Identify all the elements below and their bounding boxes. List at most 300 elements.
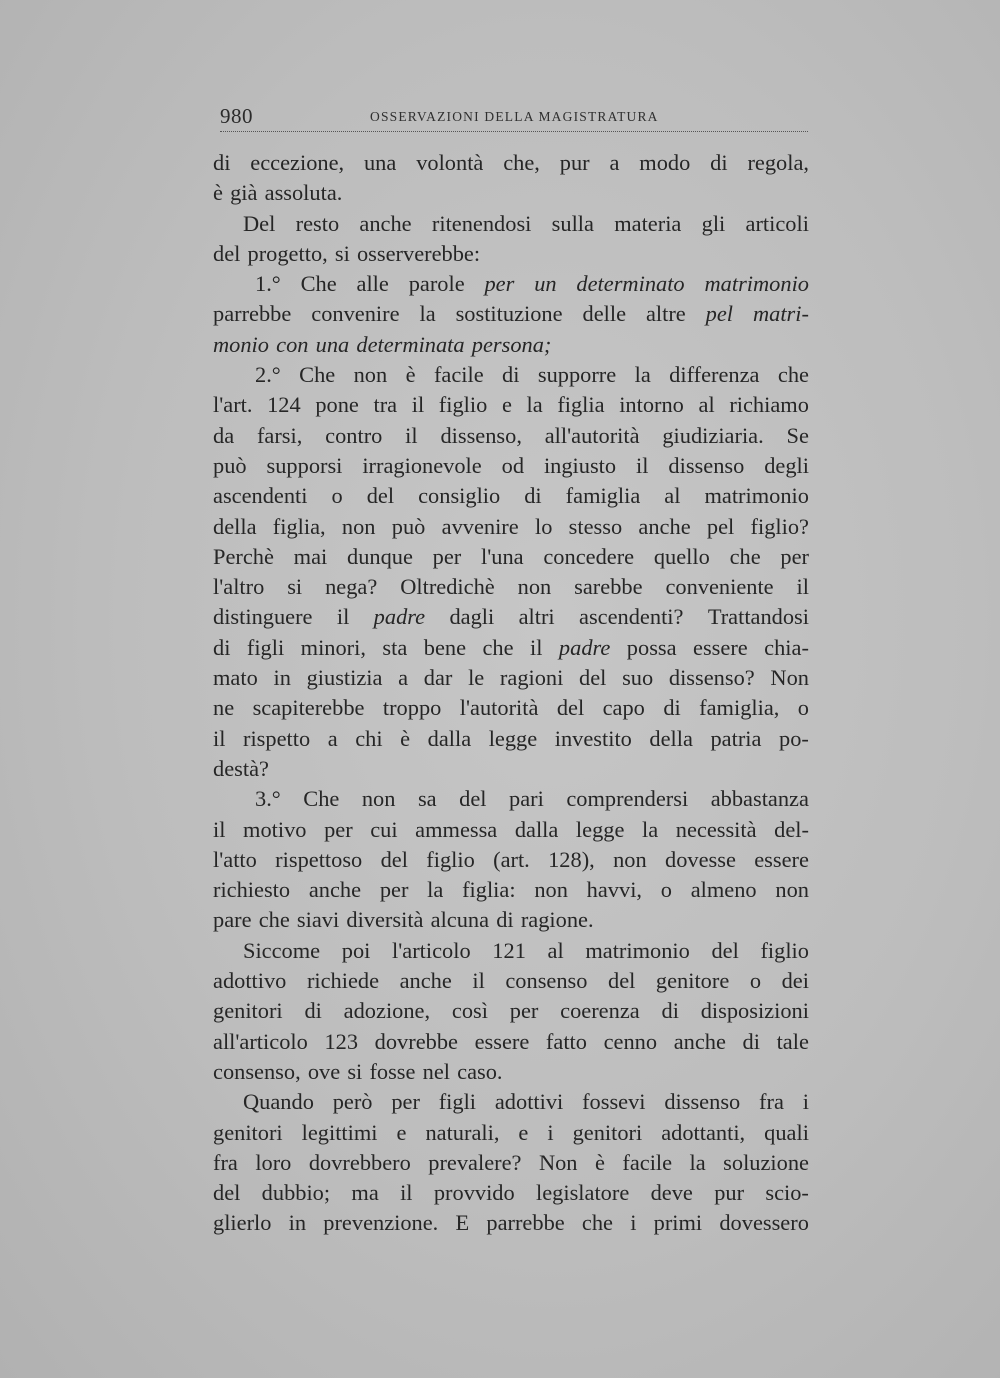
text-word: necessità — [675, 816, 757, 842]
text-word: modo — [639, 150, 691, 175]
text-word: dissenso? — [668, 665, 755, 691]
text-word: disposizioni — [700, 998, 809, 1024]
text-word: destà? — [213, 755, 269, 781]
text-word: ritenendosi — [431, 210, 532, 236]
text-line — [213, 754, 809, 784]
text-word: per — [484, 271, 515, 297]
text-word: persona; — [471, 331, 552, 357]
text-word: scio- — [765, 1180, 809, 1206]
text-word: in — [273, 665, 291, 691]
text-line — [213, 330, 809, 360]
text-word: sa — [417, 786, 437, 812]
text-word: il — [213, 725, 226, 751]
text-word: si — [287, 574, 303, 600]
text-word: farsi, — [256, 422, 303, 448]
text-word: conveniente — [665, 574, 774, 600]
text-word: per — [379, 877, 409, 903]
text-word: determinato — [576, 271, 685, 297]
text-word: determinata — [356, 331, 465, 357]
text-word: dunque — [347, 543, 413, 569]
text-word: che — [729, 543, 761, 569]
text-word: abbastanza — [710, 786, 809, 812]
text-word: sostituzione — [455, 301, 563, 327]
text-word: dei — [781, 968, 809, 994]
text-word: facile — [433, 362, 484, 388]
text-word: 1.° — [255, 271, 281, 297]
text-word: motivo — [243, 816, 307, 842]
text-word: non — [775, 877, 809, 903]
text-word: adottivo — [213, 968, 287, 994]
text-word: a — [609, 150, 620, 175]
text-word: al — [547, 937, 564, 963]
text-word: pel — [706, 513, 735, 539]
text-word: minori, — [300, 634, 366, 660]
text-word: richiede — [306, 968, 380, 994]
text-word: del — [213, 240, 241, 266]
text-line — [213, 239, 809, 269]
text-word: da — [213, 422, 235, 448]
text-word: legittimi — [301, 1119, 378, 1145]
text-word: dissenso — [668, 452, 745, 478]
text-word: non — [534, 877, 568, 903]
text-word: E — [455, 1210, 470, 1236]
text-line — [213, 572, 809, 602]
text-word: parrebbe — [213, 301, 292, 327]
text-word: Che — [300, 271, 337, 297]
text-word: e — [396, 1119, 407, 1145]
text-word: avvenire — [441, 513, 519, 539]
text-word: famiglia — [565, 483, 641, 509]
text-word: il — [636, 452, 649, 478]
text-word: che — [258, 907, 290, 933]
running-head: OSSERVAZIONI DELLA MAGISTRATURA — [370, 109, 659, 124]
text-word: già — [230, 180, 258, 206]
text-word: ascendenti? — [579, 604, 684, 630]
text-word: legge — [575, 816, 625, 842]
text-word: (art. — [493, 846, 530, 872]
text-word: è — [594, 1149, 605, 1175]
text-word: il — [336, 604, 350, 630]
text-word: può — [213, 452, 247, 478]
text-word: che — [581, 1210, 613, 1236]
text-word: capo — [602, 695, 645, 721]
text-word: provvido — [433, 1180, 515, 1206]
text-word: o — [749, 968, 762, 994]
text-word: mato — [213, 665, 258, 691]
text-word: per — [509, 998, 539, 1024]
text-line — [213, 390, 809, 420]
text-word: figlio — [438, 392, 488, 418]
text-word: di — [663, 695, 681, 721]
text-word: dovessero — [719, 1210, 809, 1236]
text-word: la — [634, 362, 651, 388]
text-word: consiglio — [418, 483, 501, 509]
text-word: giustizia — [306, 665, 383, 691]
text-word: Perchè — [213, 543, 274, 569]
text-line — [213, 299, 809, 329]
text-word: è — [405, 362, 416, 388]
text-word: ma — [351, 1180, 379, 1206]
text-word: cenno — [603, 1028, 658, 1054]
text-word: sulla — [551, 210, 594, 236]
text-word: di — [496, 907, 514, 933]
text-word: e — [518, 1119, 529, 1145]
text-line — [213, 209, 809, 239]
text-line — [213, 360, 809, 390]
text-line — [213, 178, 809, 208]
text-word: primi — [653, 1210, 703, 1236]
text-word: della — [213, 513, 257, 539]
text-word: dovesse — [665, 846, 736, 872]
text-word: le — [468, 665, 485, 691]
text-line — [213, 148, 809, 178]
text-word: 128), — [548, 846, 595, 872]
text-word: una — [363, 150, 397, 175]
text-word: ne — [213, 695, 235, 721]
text-word: facile — [622, 1149, 673, 1175]
text-word: assoluta. — [264, 180, 343, 206]
text-word: la — [419, 301, 436, 327]
text-word: differenza — [669, 362, 760, 388]
text-word: irragionevole — [362, 452, 482, 478]
text-word: scapiterebbe — [252, 695, 365, 721]
text-word: Non — [538, 1149, 578, 1175]
text-word: Siccome — [243, 937, 321, 963]
text-word: a — [327, 725, 338, 751]
text-word: degli — [764, 452, 809, 478]
text-word: legge — [488, 725, 538, 751]
text-word: nega? — [325, 574, 378, 600]
text-word: con — [276, 331, 309, 357]
text-word: figli — [246, 634, 285, 660]
text-word: ove — [307, 1058, 341, 1084]
text-line — [213, 815, 809, 845]
text-word: il — [411, 392, 425, 418]
text-word: per — [391, 1089, 420, 1115]
text-word: dalla — [427, 725, 472, 751]
text-word: l'altro — [213, 574, 265, 600]
text-line — [213, 845, 809, 875]
text-word: eccezione, — [250, 150, 345, 175]
text-word: del — [556, 695, 585, 721]
text-word: consenso, — [213, 1058, 301, 1084]
text-word: anche — [308, 877, 362, 903]
text-word: del — [608, 968, 636, 994]
text-word: prevenzione. — [323, 1210, 439, 1236]
text-word: po- — [779, 725, 809, 751]
text-line — [213, 512, 809, 542]
text-line — [213, 269, 809, 299]
text-word: però — [332, 1089, 373, 1115]
text-word: i — [802, 1089, 809, 1115]
text-word: monio — [213, 331, 269, 357]
text-word: non — [341, 513, 376, 539]
text-word: la — [642, 816, 659, 842]
text-word: del — [711, 937, 739, 963]
text-line — [213, 966, 809, 996]
text-word: altre — [645, 301, 686, 327]
text-line — [213, 451, 809, 481]
text-word: tra — [373, 392, 398, 418]
text-line — [213, 1148, 809, 1178]
text-word: il — [796, 574, 809, 600]
text-word: havvi, — [586, 877, 643, 903]
text-word: di — [710, 150, 728, 175]
body-text — [213, 148, 809, 1239]
text-word: intorno — [619, 392, 684, 418]
text-word: gli — [701, 210, 726, 236]
text-line — [213, 1087, 809, 1117]
text-word: anche — [399, 968, 452, 994]
text-word: del — [213, 1180, 241, 1206]
text-word: anche — [359, 210, 412, 236]
text-word: o — [660, 877, 672, 903]
text-word: all'autorità — [544, 422, 640, 448]
text-word: padre — [373, 604, 426, 630]
page-number: 980 — [220, 104, 253, 128]
text-word: pone — [315, 392, 359, 418]
text-word: del — [579, 665, 607, 691]
text-word: di — [304, 998, 322, 1024]
text-word: concedere — [543, 543, 635, 569]
text-word: adottivi — [494, 1089, 564, 1115]
text-word: tale — [776, 1028, 809, 1054]
text-word: dovrebbero — [308, 1149, 411, 1175]
text-word: pari — [509, 786, 544, 812]
text-word: supporsi — [266, 452, 343, 478]
text-word: l'una — [481, 543, 524, 569]
text-word: materia — [614, 210, 682, 236]
text-word: suo — [622, 665, 654, 691]
text-word: sarebbe — [574, 574, 643, 600]
text-word: che — [777, 362, 809, 388]
text-word: ascendenti — [213, 483, 308, 509]
text-word: pur — [714, 1180, 745, 1206]
text-line — [213, 905, 809, 935]
text-word: loro — [255, 1149, 292, 1175]
text-word: l'art. — [213, 392, 253, 418]
text-word: possa — [626, 634, 677, 660]
text-word: almeno — [690, 877, 757, 903]
text-word: Del — [243, 210, 276, 236]
text-word: parole — [408, 271, 465, 297]
text-line — [213, 481, 809, 511]
text-word: dubbio; — [261, 1180, 331, 1206]
page-header — [220, 104, 810, 128]
text-line — [213, 1118, 809, 1148]
text-word: Trattandosi — [707, 604, 809, 630]
text-line — [213, 784, 809, 814]
text-word: ragione. — [520, 907, 594, 933]
text-word: alcuna — [430, 907, 490, 933]
text-word: figlio — [426, 846, 475, 872]
text-word: Quando — [243, 1089, 314, 1115]
text-word: sta — [382, 634, 408, 660]
text-word: matrimonio — [704, 483, 809, 509]
text-word: glierlo — [213, 1210, 272, 1236]
text-word: del — [380, 846, 408, 872]
text-word: di — [661, 998, 679, 1024]
text-word: non — [613, 846, 647, 872]
text-word: rispetto — [243, 725, 311, 751]
text-word: parrebbe — [486, 1210, 565, 1236]
text-word: per — [324, 816, 353, 842]
text-word: all'articolo — [213, 1028, 308, 1054]
text-word: dar — [423, 665, 453, 691]
text-word: comprendersi — [566, 786, 689, 812]
text-word: od — [501, 452, 525, 478]
text-line — [213, 693, 809, 723]
text-line — [213, 875, 809, 905]
text-word: osserverebbe: — [356, 240, 481, 266]
text-word: essere — [754, 846, 809, 872]
text-word: prevalere? — [428, 1149, 522, 1175]
text-line — [213, 633, 809, 663]
text-word: figlio? — [750, 513, 809, 539]
text-word: 123 — [324, 1028, 359, 1054]
text-word: lo — [534, 513, 553, 539]
text-word: naturali, — [425, 1119, 500, 1145]
text-word: anche — [673, 1028, 726, 1054]
text-word: consenso — [505, 968, 588, 994]
text-word: genitori — [572, 1119, 643, 1145]
text-word: si — [334, 240, 350, 266]
text-word: a — [398, 665, 409, 691]
text-word: pel — [705, 301, 734, 327]
text-line — [213, 1208, 809, 1238]
text-word: chia- — [764, 634, 809, 660]
text-line — [213, 1178, 809, 1208]
text-word: i — [630, 1210, 637, 1236]
text-word: fra — [213, 1149, 238, 1175]
text-word: il — [405, 422, 418, 448]
text-word: altri — [518, 604, 555, 630]
text-word: è — [400, 725, 411, 751]
text-word: cui — [370, 816, 398, 842]
text-word: genitore — [655, 968, 730, 994]
text-word: di — [524, 483, 542, 509]
text-word: chi — [355, 725, 383, 751]
text-word: soluzione — [723, 1149, 809, 1175]
text-word: contro — [325, 422, 383, 448]
text-word: troppo — [382, 695, 442, 721]
text-word: il — [213, 816, 226, 842]
text-word: matrimonio — [585, 937, 690, 963]
text-word: pur — [559, 150, 590, 175]
text-word: il — [472, 968, 485, 994]
text-word: in — [288, 1210, 307, 1236]
text-word: di — [502, 362, 520, 388]
text-word: matri- — [752, 301, 809, 327]
text-word: dovrebbe — [374, 1028, 458, 1054]
text-line — [213, 542, 809, 572]
text-word: quali — [764, 1119, 809, 1145]
text-word: dagli — [449, 604, 495, 630]
text-word: mai — [293, 543, 328, 569]
text-word: genitori — [213, 998, 283, 1024]
text-word: Se — [786, 422, 809, 448]
text-word: dissenso — [664, 1089, 741, 1115]
text-word: si — [347, 1058, 363, 1084]
text-word: volontà — [416, 150, 484, 175]
text-word: 3.° — [255, 786, 281, 812]
text-word: investito — [554, 725, 632, 751]
text-word: così — [451, 998, 488, 1024]
text-word: di — [742, 1028, 760, 1054]
text-word: stesso — [568, 513, 623, 539]
text-word: la — [427, 877, 444, 903]
text-word: pare — [213, 907, 252, 933]
text-word: fosse — [369, 1058, 416, 1084]
text-word: di — [213, 150, 231, 175]
text-word: del- — [774, 816, 809, 842]
text-word: alle — [356, 271, 389, 297]
text-word: non — [353, 362, 388, 388]
text-line — [213, 996, 809, 1026]
text-line — [213, 421, 809, 451]
text-word: essere — [693, 634, 748, 660]
text-word: una — [315, 331, 350, 357]
text-word: 124 — [267, 392, 301, 418]
text-word: supporre — [537, 362, 617, 388]
text-word: essere — [474, 1028, 530, 1054]
text-word: del — [366, 483, 395, 509]
text-word: caso. — [457, 1058, 503, 1084]
text-word: o — [797, 695, 809, 721]
text-word: adottanti, — [661, 1119, 746, 1145]
text-word: al — [698, 392, 715, 418]
text-word: di — [213, 634, 231, 660]
text-word: Oltredichè — [400, 574, 495, 600]
text-word: fra — [759, 1089, 784, 1115]
text-word: legislatore — [536, 1180, 630, 1206]
text-word: ingiusto — [543, 452, 617, 478]
text-word: che, — [503, 150, 540, 175]
text-word: al — [664, 483, 681, 509]
text-word: Che — [303, 786, 340, 812]
text-word: non — [361, 786, 396, 812]
text-word: figlia: — [462, 877, 516, 903]
text-word: articoli — [745, 210, 809, 236]
text-word: diversità — [346, 907, 424, 933]
text-word: per — [432, 543, 462, 569]
text-word: l'atto — [213, 846, 257, 872]
text-word: la — [689, 1149, 706, 1175]
text-word: ragioni — [499, 665, 564, 691]
text-word: delle — [582, 301, 627, 327]
text-line — [213, 602, 809, 632]
text-word: figlia — [557, 392, 605, 418]
text-word: dissenso, — [440, 422, 522, 448]
text-word: siavi — [296, 907, 340, 933]
text-word: anche — [638, 513, 691, 539]
text-word: dalla — [514, 816, 559, 842]
text-word: per — [780, 543, 809, 569]
text-word: Che — [299, 362, 336, 388]
text-word: della — [649, 725, 693, 751]
text-word: giudiziaria. — [662, 422, 764, 448]
text-word: patria — [710, 725, 762, 751]
text-word: la — [526, 392, 543, 418]
text-word: l'articolo — [392, 937, 471, 963]
text-word: deve — [650, 1180, 693, 1206]
text-word: Non — [770, 665, 809, 691]
text-word: convenire — [311, 301, 400, 327]
text-word: fossevi — [582, 1089, 646, 1115]
text-word: quello — [653, 543, 710, 569]
text-word: i — [547, 1119, 554, 1145]
text-word: richiesto — [213, 877, 291, 903]
